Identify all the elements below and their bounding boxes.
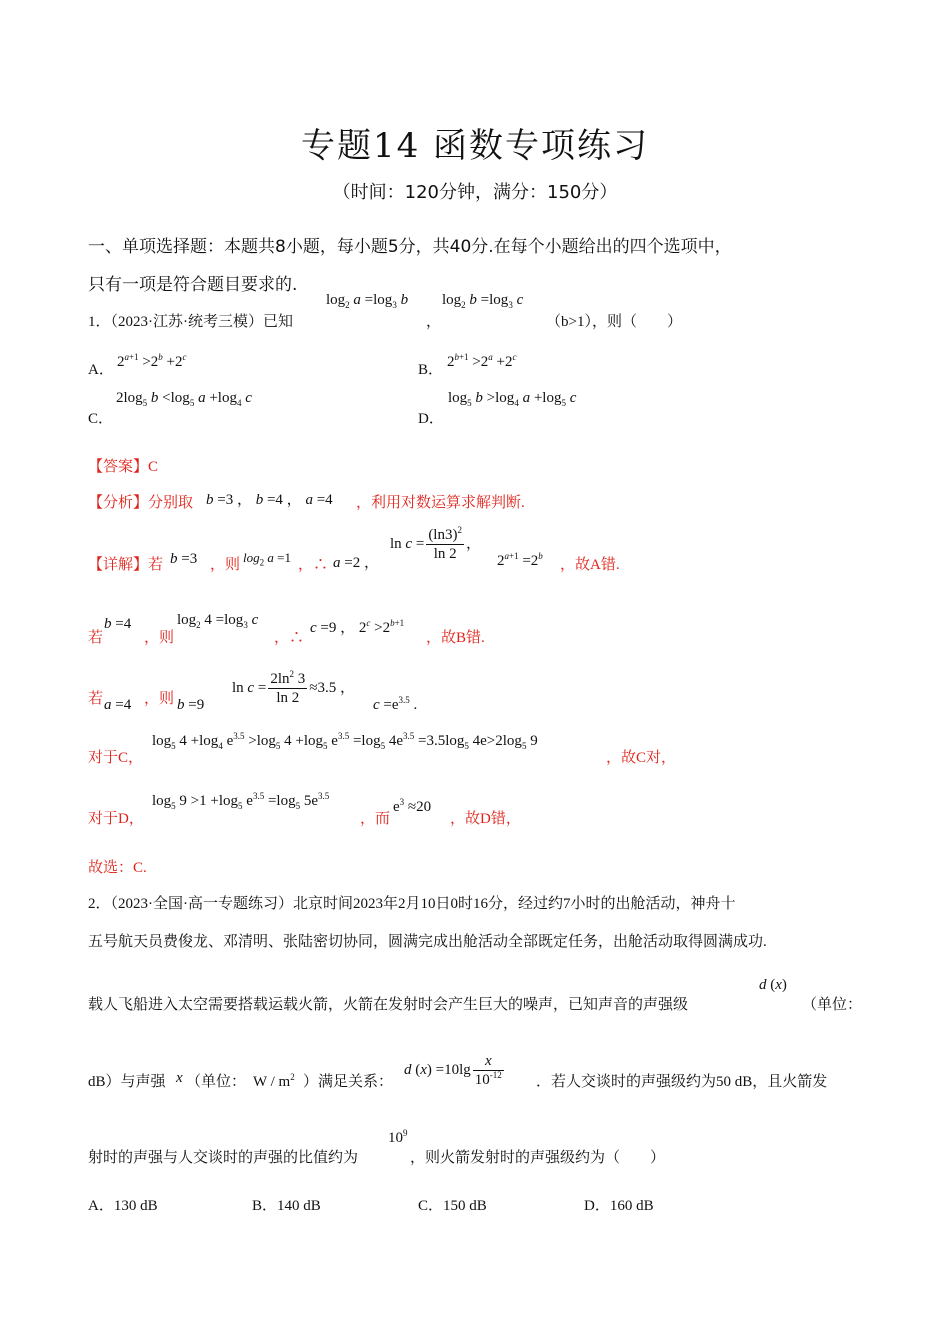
- detail-b-therefore: ，∴: [274, 630, 305, 646]
- q1-option-a[interactable]: [88, 358, 114, 379]
- q2-stem-line5: 射时的声强与人交谈时的声强的比值约为: [88, 1150, 359, 1166]
- q2-stem-line4a: dB）与声强: [88, 1074, 166, 1090]
- detail-a-end: ，故A错.: [560, 557, 620, 573]
- detail-c-formula-a4: a =4: [104, 697, 132, 713]
- page-title: 专题14 函数专项练习: [300, 126, 650, 166]
- detail-label: 【详解】: [88, 557, 149, 573]
- q1-conclusion: 故选：C.: [88, 860, 147, 876]
- analysis-text: 分别取: [148, 495, 194, 511]
- for-c-formula: $\log_5 4 +\log_4$ $e^{3.5} >\log_5$ $4 +\log_5$ $e^{3.5} =\log_5$ $4e^{3.5} =3.5\log_5$ $4e>2\log_5$ 9: [152, 731, 538, 751]
- q2-stem-line4c: ）满足关系：: [303, 1074, 394, 1090]
- detail-b-formula-log: $\log_2 4 =\log_3$ c: [177, 612, 259, 630]
- for-d-end: ，故D错，: [450, 811, 521, 827]
- q1-option-c-formula: $2\log_5$ $b <\log_5$ $a +\log_4$ c: [116, 390, 252, 408]
- detail-b-if: 若: [88, 630, 104, 646]
- detail-b-then: ，则: [144, 630, 175, 646]
- q1-option-a-formula: $2^{a+1} >2^b +2^c$: [117, 352, 187, 370]
- detail-c-if: 若: [88, 691, 104, 707]
- q2-stem-line3-end: （单位：: [802, 997, 863, 1013]
- q2-option-d[interactable]: D．160 dB: [584, 1198, 654, 1214]
- q1-option-d[interactable]: [418, 407, 444, 428]
- q2-number: 2．: [88, 896, 111, 912]
- detail-therefore: ，∴: [298, 557, 329, 573]
- for-d-mid: ，而: [360, 811, 391, 827]
- option-c-label: C．: [88, 411, 114, 427]
- q1-comma: ，: [426, 314, 442, 330]
- q2-formula-ratio: $10^9$: [388, 1128, 408, 1146]
- q2-stem-line4b: （单位：: [186, 1074, 247, 1090]
- q1-answer: [88, 455, 158, 476]
- q2-unit: W / $m^2$: [253, 1072, 295, 1090]
- q2-stem-line3: 载人飞船进入太空需要搭载运载火箭，火箭在发射时会产生巨大的噪声，已知声音的声强级: [88, 997, 689, 1013]
- section-heading-cont: 只有一项是符合题目要求的.: [88, 275, 298, 295]
- q1-stem: [88, 310, 293, 331]
- section-heading: 一、单项选择题：本题共8小题，每小题5分，共40分.在每个小题给出的四个选项中，: [88, 237, 732, 257]
- option-d-label: D．: [418, 411, 444, 427]
- q1-option-b-formula: $2^{b+1} >2^a +2^c$: [447, 352, 517, 370]
- q2-formula-relation: d (x) =10lg $\frac{x}{10^{-12}}$: [404, 1053, 502, 1088]
- detail-b-formula-b4: b =4: [104, 616, 132, 632]
- detail-c-then: ，则: [144, 691, 175, 707]
- q2-option-a[interactable]: A．130 dB: [88, 1198, 158, 1214]
- detail-b-formula-c9: c =9 ， $2^c >2^{b+1}$: [310, 618, 405, 636]
- answer-value: C: [148, 459, 159, 475]
- q1-number: 1．: [88, 314, 111, 330]
- detail-formula-log: $\log_2 a =1$: [243, 550, 291, 568]
- q1-analysis: [88, 491, 193, 512]
- q1-option-b[interactable]: [418, 358, 443, 379]
- detail-c-formula-c: $c =e^{3.5}$ .: [373, 695, 418, 713]
- option-b-label: B．: [418, 362, 444, 378]
- q2-stem-line2: 五号航天员费俊龙、邓清明、张陆密切协同，圆满完成出舱活动全部既定任务，出舱活动取得圆满成功.: [88, 934, 767, 950]
- for-c-label: 对于C，: [88, 750, 144, 766]
- q1-option-d-formula: $\log_5 b >\log_4$ $a +\log_5$ c: [448, 390, 577, 408]
- for-c-end: ，故C对，: [606, 750, 677, 766]
- detail-c-formula-lnc: ln c = $\frac{2\ln^2 3}{\ln 2}$ ≈3.5 ，: [232, 669, 355, 706]
- q1-source: （2023·江苏·统考三模）已知: [110, 314, 294, 330]
- detail-then: ，则: [210, 557, 241, 573]
- detail-if: 若: [148, 557, 164, 573]
- q2-option-c[interactable]: C．150 dB: [418, 1198, 487, 1214]
- q2-stem-line5-end: ，则火箭发射时的声强级约为（ ）: [410, 1150, 666, 1166]
- q2-stem-line1: 2．（2023·全国·高一专题练习）北京时间2023年2月10日0时16分，经过约7小时的出舱活动，神舟十: [88, 896, 736, 912]
- q1-formula-2: $\log_2 b =\log_3$ c: [442, 292, 524, 310]
- for-d-formula-e3: $e^3 \approx 20$: [393, 797, 432, 815]
- q1-condition: （b>1），则（ ）: [546, 314, 682, 330]
- detail-formula-pow: $2^{a+1} =2^b$: [497, 551, 543, 569]
- q2-option-b[interactable]: B．140 dB: [252, 1198, 321, 1214]
- analysis-formula: b =3 ， b =4 ， a =4: [206, 492, 333, 508]
- answer-label: 【答案】: [88, 459, 149, 475]
- analysis-end: ，利用对数运算求解判断.: [356, 495, 525, 511]
- detail-c-formula-b9: b =9: [177, 697, 205, 713]
- for-d-formula: $\log_5 9 >1 +\log_5$ $e^{3.5} =\log_5$ $5e^{3.5}$: [152, 791, 330, 811]
- option-a-label: A．: [88, 362, 114, 378]
- detail-formula-lnc: ln c = $\frac{(\ln 3)^2}{\ln 2}$ ，: [390, 525, 481, 562]
- q1-option-c[interactable]: [88, 407, 113, 428]
- q2-var-x: x: [176, 1070, 183, 1086]
- for-d-label: 对于D，: [88, 811, 144, 827]
- detail-b-end: ，故B错.: [426, 630, 485, 646]
- detail-formula-b3: b =3: [170, 551, 198, 567]
- q1-detail: [88, 553, 163, 574]
- q2-formula-dx: d (x): [759, 977, 787, 993]
- page-subtitle: （时间：120分钟，满分：150分）: [332, 182, 618, 203]
- detail-formula-a2: a =2 ，: [333, 555, 379, 571]
- q2-stem-line4d: ．若人交谈时的声强级约为50 dB，且火箭发: [536, 1074, 828, 1090]
- q1-formula-1: $\log_2 a =\log_3$ b: [326, 292, 409, 310]
- analysis-label: 【分析】: [88, 495, 149, 511]
